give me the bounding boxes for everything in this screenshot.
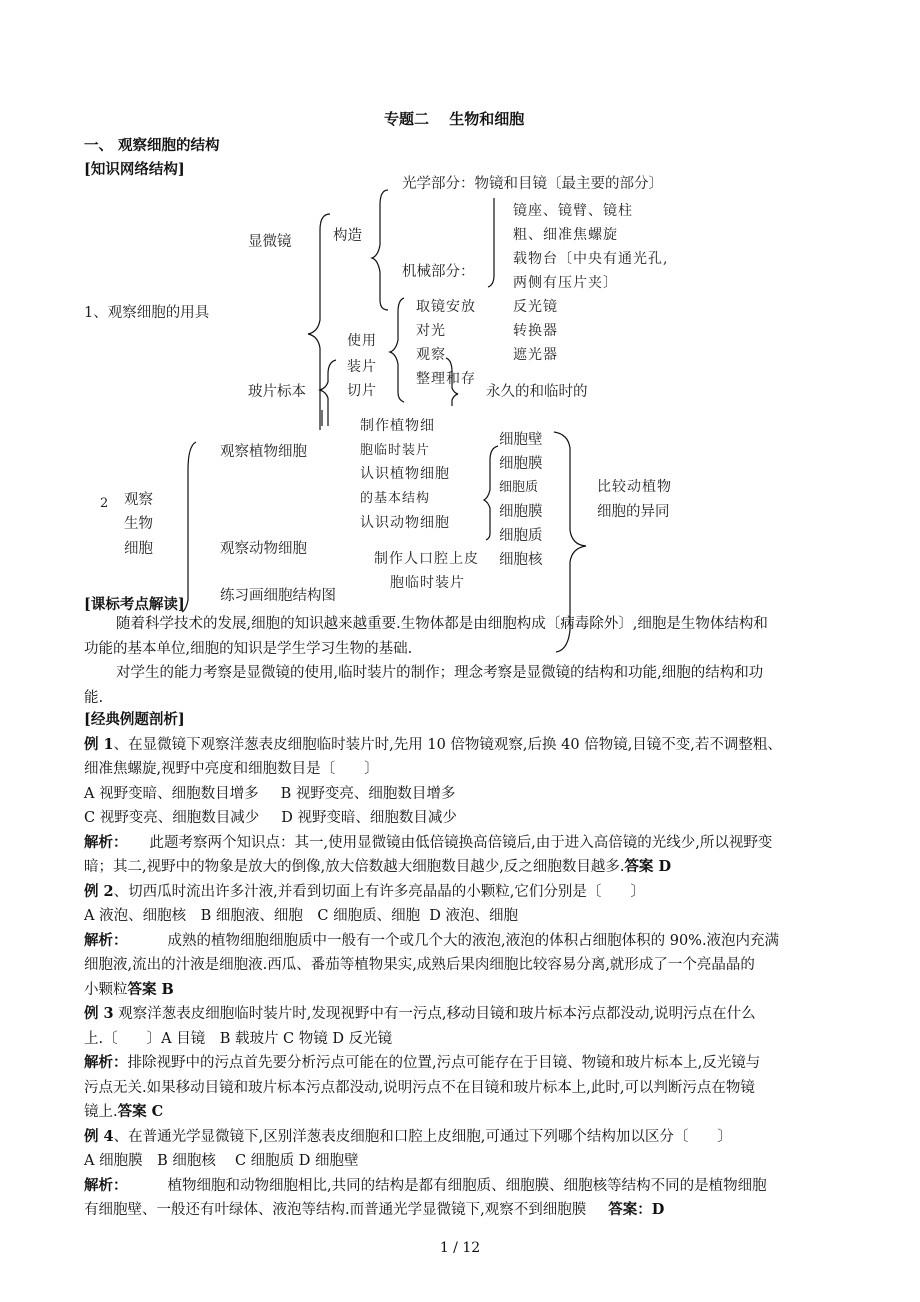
plant-step: 胞临时装片 xyxy=(360,443,431,458)
observe-number: 2 xyxy=(100,496,109,511)
option: A 液泡、细胞核 xyxy=(84,908,187,924)
option: A 视野变暗、细胞数目增多 xyxy=(84,785,259,802)
analysis-text: 污点无关.如果移动目镜和玻片标本污点都没动,说明污点不在目镜和玻片标本上,此时,可以判断污点在物镜 xyxy=(84,1079,755,1096)
analysis-label: 解析： xyxy=(84,1176,128,1194)
analysis-row xyxy=(84,978,844,1003)
analysis-text: 镜上. xyxy=(84,1104,118,1120)
part-item: 遮光器 xyxy=(513,347,558,363)
analysis-row xyxy=(84,855,844,880)
answer: 答案 B xyxy=(127,980,174,998)
option: C 视野变亮、细胞数目减少 xyxy=(84,810,260,826)
analysis-label: 解析： xyxy=(84,833,128,851)
question-text: 细准焦螺旋,视野中亮度和细胞数目是〔 〕 xyxy=(84,761,379,777)
analysis-label: 解析： xyxy=(84,1054,128,1071)
mechanical-part: 机械部分： xyxy=(402,264,475,280)
page-indicator: 1 / 12 xyxy=(439,1240,481,1256)
option-row xyxy=(84,806,844,831)
analysis-text: 排除视野中的污点首先要分析污点可能在的位置,污点可能存在于目镜、物镜和玻片标本上,反光镜与 xyxy=(127,1055,761,1071)
slide-specimen-label: 玻片标本 xyxy=(248,384,306,400)
plant-step: 制作植物细 xyxy=(360,418,435,434)
analysis-row xyxy=(84,1174,844,1199)
question-text: 上.〔 〕A 目镜 B 载玻片 C 物镜 D 反光镜 xyxy=(84,1030,393,1047)
answer: 答案：D xyxy=(608,1201,665,1218)
curriculum-line: 对学生的能力考察是显微镜的使用,临时装片的制作；理念考察是显微镜的结构和功能,细胞的结构和功 xyxy=(116,665,764,681)
example-label: 例 4 xyxy=(84,1127,114,1145)
cell-part: 细胞膜 xyxy=(499,456,543,472)
examples-heading: [经典例题剖析] xyxy=(84,711,185,728)
knowledge-network-heading: [知识网络结构] xyxy=(84,161,185,178)
curriculum-heading: [课标考点解读] xyxy=(84,596,185,613)
cell-part: 细胞膜 xyxy=(499,504,543,520)
compare-line: 细胞的异同 xyxy=(597,504,670,520)
construction-label: 构造 xyxy=(333,228,362,244)
analysis-text: 小颗粒 xyxy=(84,981,128,998)
analysis-text: 此题考察两个知识点：其一,使用显微镜由低倍镜换高倍镜后,由于进入高倍镜的光线少,所以视野变 xyxy=(149,834,773,851)
plant-step: 的基本结构 xyxy=(360,491,431,506)
example-4-question xyxy=(84,1125,844,1150)
examples-section xyxy=(84,708,844,1223)
example-label: 例 1 xyxy=(84,735,114,753)
option: D 液泡、细胞 xyxy=(429,908,519,924)
plant-step: 认识植物细胞 xyxy=(360,466,450,482)
plant-step: 认识动物细胞 xyxy=(360,515,450,531)
mechanical-item: 两侧有压片夹〕 xyxy=(513,275,618,291)
slide-kind: 永久的和临时的 xyxy=(486,384,588,400)
part-item: 转换器 xyxy=(513,323,558,339)
use-step: 取镜安放 xyxy=(416,299,476,315)
mechanical-bracket xyxy=(488,198,494,287)
mechanical-item: 粗、细准焦螺旋 xyxy=(513,227,618,243)
use-step: 对光 xyxy=(416,323,446,339)
option: B 细胞核 xyxy=(157,1153,216,1169)
curriculum-body xyxy=(84,612,844,710)
option-row xyxy=(84,782,844,807)
use-label: 使用 xyxy=(347,333,377,349)
plant-parts-brace xyxy=(484,446,498,540)
mechanical-item: 载物台〔中央有通光孔, xyxy=(513,251,669,267)
animal-step: 胞临时装片 xyxy=(390,575,465,591)
construction-brace xyxy=(372,190,388,310)
practice-draw-label: 练习画细胞结构图 xyxy=(220,588,336,604)
analysis-text: 成熟的植物细胞细胞质中一般有一个或几个大的液泡,液泡的体积占细胞体积的 90%.液泡内充满 xyxy=(167,932,780,949)
section-heading: 一、 观察细胞的结构 xyxy=(84,137,220,154)
curriculum-line: 随着科学技术的发展,细胞的知识越来越重要.生物体都是由细胞构成〔病毒除外〕,细胞是生物体结构和 xyxy=(116,616,768,632)
answer: 答案 D xyxy=(624,858,672,875)
mechanical-item: 镜座、镜臂、镜柱 xyxy=(513,203,633,219)
analysis-text: 有细胞壁、一般还有叶绿体、液泡等结构.而普通光学显微镜下,观察不到细胞膜 xyxy=(84,1202,587,1218)
optical-part: 光学部分：物镜和目镜〔最主要的部分〕 xyxy=(402,176,663,192)
cell-part: 细胞核 xyxy=(499,552,543,568)
option: C 细胞质 D 细胞壁 xyxy=(234,1153,359,1169)
option: D 视野变暗、细胞数目减少 xyxy=(281,810,457,826)
question-text: 观察洋葱表皮细胞临时装片时,发现视野中有一污点,移动目镜和玻片标本污点都没动,说明污点在什么 xyxy=(113,1006,756,1022)
option: C 细胞质、细胞 xyxy=(317,908,421,924)
tools-brace xyxy=(308,214,330,430)
observe-label-line: 细胞 xyxy=(124,541,153,557)
analysis-row xyxy=(84,1100,844,1125)
microscope-label: 显微镜 xyxy=(248,234,292,250)
curriculum-line: 功能的基本单位,细胞的知识是学生学习生物的基础. xyxy=(84,640,413,657)
question-text: 、切西瓜时流出许多汁液,并看到切面上有许多亮晶晶的小颗粒,它们分别是〔 〕 xyxy=(113,883,645,900)
slide-type: 装片 xyxy=(347,359,377,375)
use-brace xyxy=(390,298,404,402)
example-label: 例 3 xyxy=(84,1005,114,1022)
example-label: 例 2 xyxy=(84,882,114,900)
analysis-text: 植物细胞和动物细胞相比,共同的结构是都有细胞质、细胞膜、细胞核等结构不同的是植物细胞 xyxy=(167,1177,767,1194)
cell-part: 细胞质 xyxy=(499,528,543,544)
example-2-question xyxy=(84,880,844,905)
analysis-text: 暗；其二,视野中的物象是放大的倒像,放大倍数越大细胞数目越少,反之细胞数目越多. xyxy=(84,859,625,875)
slide-brace xyxy=(320,360,336,426)
curriculum-line: 能. xyxy=(84,689,104,706)
analysis-row xyxy=(84,1198,844,1223)
option: B 视野变亮、细胞数目增多 xyxy=(280,785,456,802)
example-1-question xyxy=(84,733,844,758)
observe-plant-label: 观察植物细胞 xyxy=(220,444,307,460)
option-row xyxy=(84,1149,844,1174)
observe-cells-bracket xyxy=(182,442,196,612)
tools-label: 1、观察细胞的用具 xyxy=(84,305,210,321)
page-title: 专题二 生物和细胞 xyxy=(384,110,525,128)
cell-part: 细胞壁 xyxy=(499,432,543,448)
compare-line: 比较动植物 xyxy=(597,479,672,495)
question-text: 、在普通光学显微镜下,区别洋葱表皮细胞和口腔上皮细胞,可通过下列哪个结构加以区分〔 〕 xyxy=(113,1128,732,1145)
observe-label-line: 观察 xyxy=(124,492,153,508)
analysis-row xyxy=(84,929,844,954)
part-item: 反光镜 xyxy=(513,299,558,315)
analysis-row xyxy=(84,831,844,856)
observe-animal-label: 观察动物细胞 xyxy=(220,541,307,557)
answer: 答案 C xyxy=(117,1103,164,1120)
slide-type: 切片 xyxy=(347,383,377,399)
use-step: 整理和存 xyxy=(416,371,476,387)
question-text: 、在显微镜下观察洋葱表皮细胞临时装片时,先用 10 倍物镜观察,后换 40 倍物镜,目镜不变,若不调整粗、 xyxy=(113,736,782,753)
analysis-row xyxy=(84,1051,844,1076)
cell-part: 细胞质 xyxy=(499,480,539,495)
analysis-text: 细胞液,流出的汁液是细胞液.西瓜、番茄等植物果实,成熟后果肉细胞比较容易分离,就形成了一个亮晶晶的 xyxy=(84,957,755,973)
animal-step: 制作人口腔上皮 xyxy=(374,551,479,567)
option-row xyxy=(84,904,844,929)
observe-label-line: 生物 xyxy=(124,516,153,532)
analysis-label: 解析： xyxy=(84,931,128,949)
option: B 细胞液、细胞 xyxy=(200,908,303,924)
use-step: 观察 xyxy=(416,347,446,363)
example-3-question xyxy=(84,1002,844,1027)
option: A 细胞膜 xyxy=(84,1153,143,1169)
